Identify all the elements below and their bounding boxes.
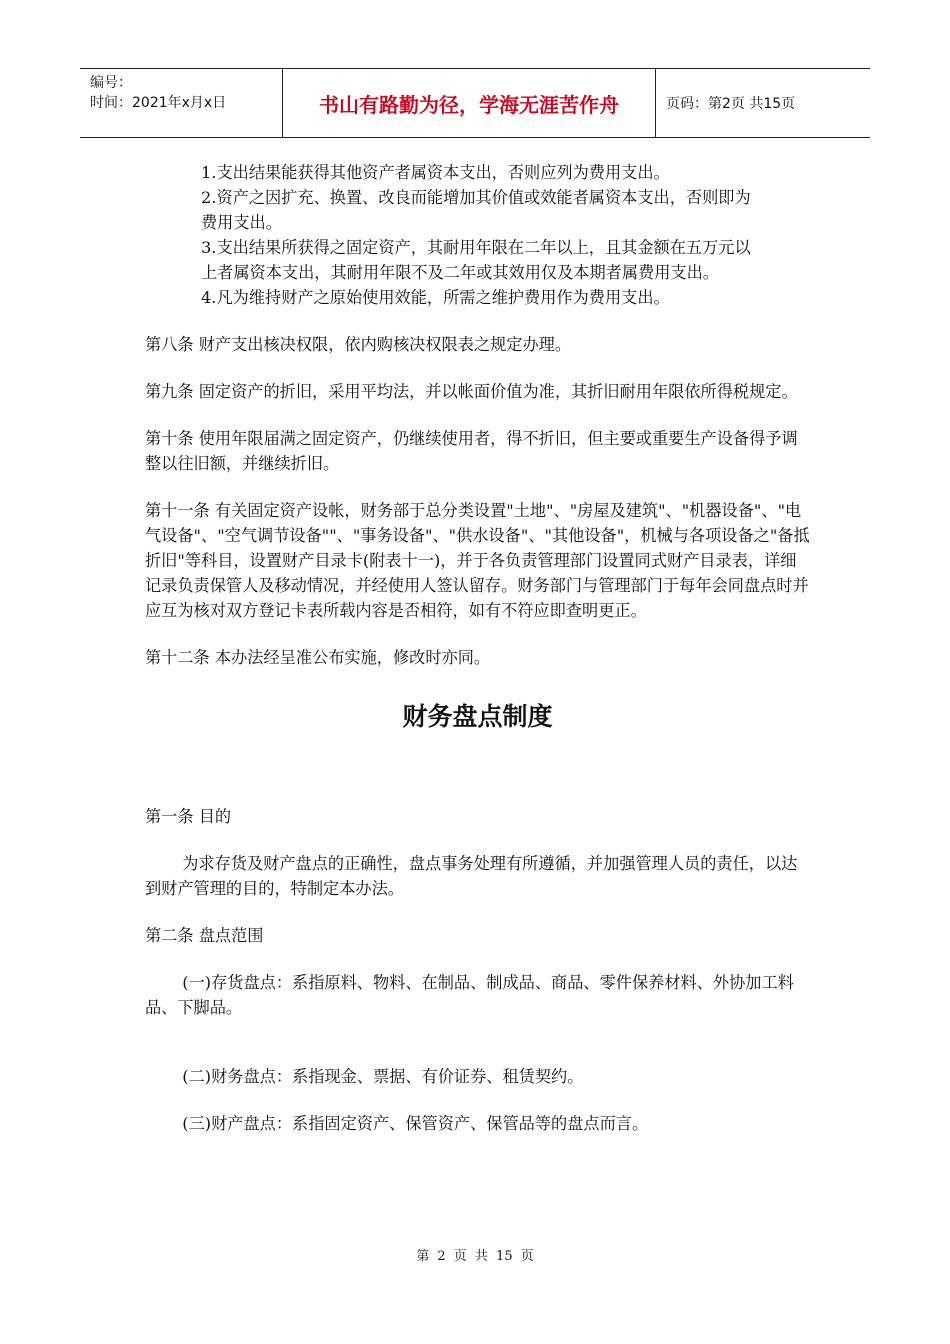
capital-expense-rules	[145, 160, 810, 310]
page-footer: 第 2 页 共 15 页	[416, 1249, 534, 1264]
article-11: 第十一条 有关固定资产设帐，财务部于总分类设置"土地"、"房屋及建筑"、"机器设备"、"电气设备"、"空气调节设备""、"事务设备"、"供水设备"、"其他设备"，机械与各项设备之"备抵折旧"等科目，设置财产目录卡(附表十一)，并于各负责管理部门设置同式财产目录表，详细记录负责保管人及移动情况，并经使用人签认留存。财务部门与管理部门于每年会同盘点时并应互为核对双方登记卡表所载内容是否相符，如有不符应即查明更正。	[145, 501, 810, 620]
article-12: 第十二条 本办法经呈准公布实施，修改时亦同。	[145, 648, 491, 667]
rule-item: 2.资产之因扩充、换置、改良而能增加其价值或效能者属资本支出，否则即为费用支出。	[201, 188, 751, 232]
page-header	[80, 68, 870, 138]
scope-property: (三)财产盘点：系指固定资产、保管资产、保管品等的盘点而言。	[182, 1114, 649, 1133]
scope-inventory: (一)存货盘点：系指原料、物料、在制品、制成品、商品、零件保养材料、外协加工料品、下脚品。	[145, 973, 794, 1017]
header-page-info: 页码：第2页 共15页	[666, 96, 796, 112]
section-article-1-body: 为求存货及财产盘点的正确性，盘点事务处理有所遵循，并加强管理人员的责任，以达到财产管理的目的，特制定本办法。	[145, 854, 798, 898]
document-body	[145, 160, 810, 1136]
article-10: 第十条 使用年限届满之固定资产，仍继续使用者，得不折旧，但主要或重要生产设备得予调整以往旧额，并继续折旧。	[145, 429, 798, 473]
document-time: 时间：2021年x月x日	[90, 95, 227, 111]
rule-item: 3.支出结果所获得之固定资产，其耐用年限在二年以上，且其金额在五万元以上者属资本支出，其耐用年限不及二年或其效用仅及本期者属费用支出。	[201, 238, 751, 282]
header-meta	[80, 69, 282, 137]
article-9: 第九条 固定资产的折旧，采用平均法，并以帐面价值为准，其折旧耐用年限依所得税规定。	[145, 382, 798, 401]
rule-item: 4.凡为维持财产之原始使用效能，所需之维护费用作为费用支出。	[201, 288, 670, 307]
section-article-1-title: 第一条 目的	[145, 807, 232, 826]
rule-item: 1.支出结果能获得其他资产者属资本支出，否则应列为费用支出。	[201, 163, 670, 182]
document-number-label: 编号：	[90, 75, 132, 91]
section-article-2-title: 第二条 盘点范围	[145, 926, 264, 945]
article-8: 第八条 财产支出核决权限，依内购核决权限表之规定办理。	[145, 335, 572, 354]
section-title: 财务盘点制度	[402, 702, 553, 731]
header-motto: 书山有路勤为径，学海无涯苦作舟	[282, 69, 656, 137]
scope-finance: (二)财务盘点：系指现金、票据、有价证券、租赁契约。	[182, 1067, 584, 1086]
